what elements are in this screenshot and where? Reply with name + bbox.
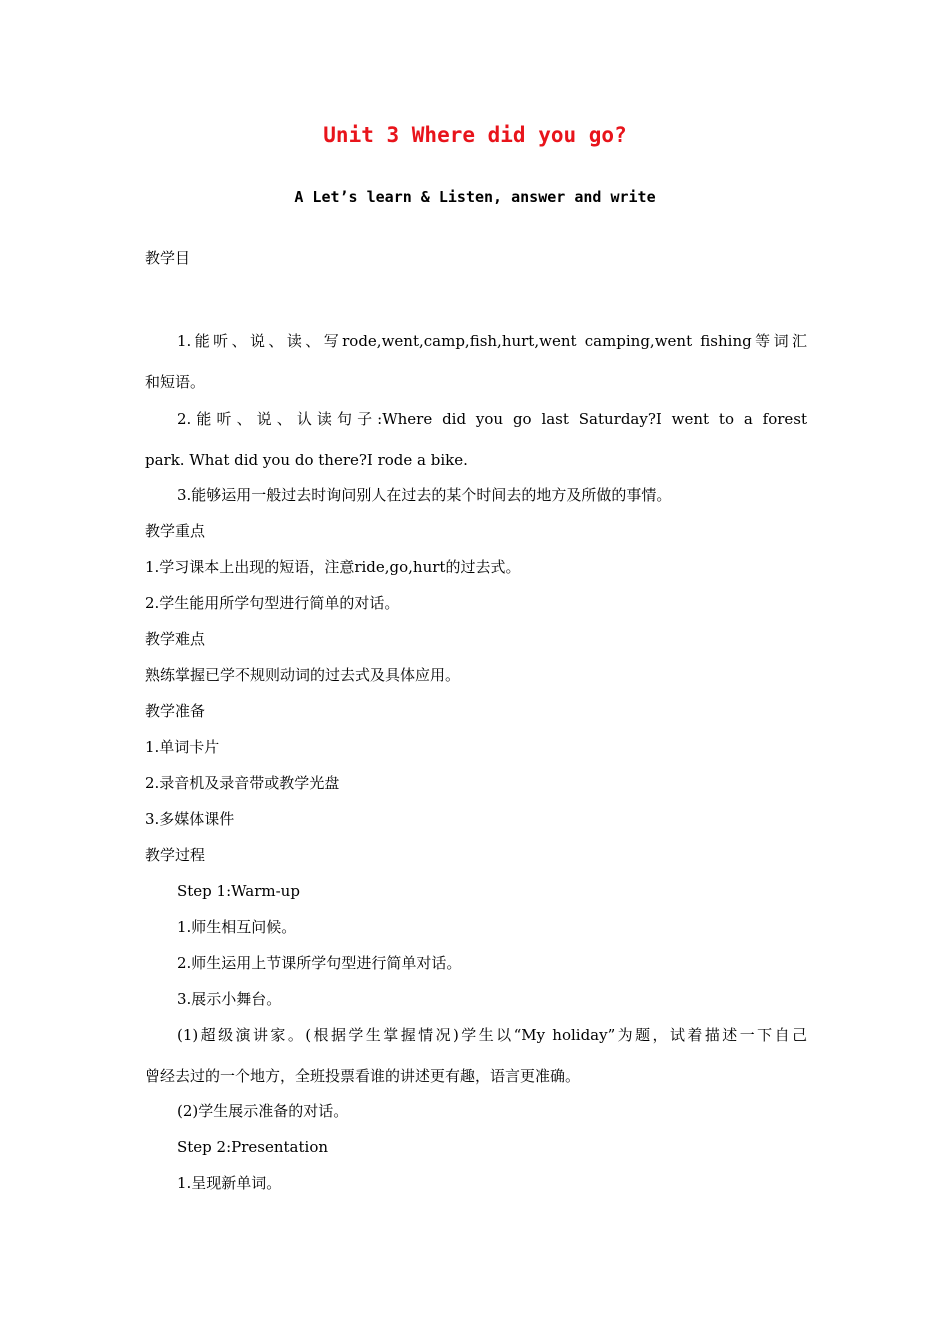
step-2-item-1: 1.呈现新单词。 (177, 1174, 282, 1192)
step-1-item-2: 2.师生运用上节课所学句型进行简单对话。 (177, 954, 462, 972)
section-heading-preparation: 教学准备 (145, 702, 206, 720)
objective-2-line-1: 2.能听、说、认读句子:Where did you go last Saturday?I went to a forest (177, 410, 807, 428)
objective-1-line-1: 1.能听、说、读、写rode,went,camp,fish,hurt,went camping,went fishing等词汇 (177, 332, 807, 350)
step-1-sub-1-line-2: 曾经去过的一个地方，全班投票看谁的讲述更有趣，语言更准确。 (145, 1067, 581, 1085)
section-heading-process: 教学过程 (145, 846, 206, 864)
preparation-2: 2.录音机及录音带或教学光盘 (145, 774, 340, 792)
step-1-item-3: 3.展示小舞台。 (177, 990, 282, 1008)
section-heading-difficulties: 教学难点 (145, 630, 206, 648)
document-title: Unit 3 Where did you go? (323, 123, 627, 147)
objective-3: 3.能够运用一般过去时询问别人在过去的某个时间去的地方及所做的事情。 (177, 486, 672, 504)
step-1-sub-1-line-1: (1)超级演讲家。(根据学生掌握情况)学生以“My holiday”为题，试着描述一下自己 (177, 1026, 807, 1044)
difficulty-1: 熟练掌握已学不规则动词的过去式及具体应用。 (145, 666, 461, 684)
document-subtitle: A Let’s learn & Listen, answer and write (294, 188, 656, 206)
objective-1-line-2: 和短语。 (145, 373, 206, 391)
preparation-1: 1.单词卡片 (145, 738, 220, 756)
section-heading-key-points: 教学重点 (145, 522, 206, 540)
step-1-heading: Step 1:Warm-up (177, 882, 300, 900)
step-1-item-1: 1.师生相互问候。 (177, 918, 297, 936)
preparation-3: 3.多媒体课件 (145, 810, 235, 828)
step-2-heading: Step 2:Presentation (177, 1138, 329, 1156)
section-heading-objectives: 教学目 (145, 249, 191, 267)
key-point-2: 2.学生能用所学句型进行简单的对话。 (145, 594, 400, 612)
objective-2-line-2: park. What did you do there?I rode a bike. (145, 451, 468, 469)
key-point-1: 1.学习课本上出现的短语，注意ride,go,hurt的过去式。 (145, 558, 521, 576)
step-1-sub-2: (2)学生展示准备的对话。 (177, 1102, 349, 1120)
